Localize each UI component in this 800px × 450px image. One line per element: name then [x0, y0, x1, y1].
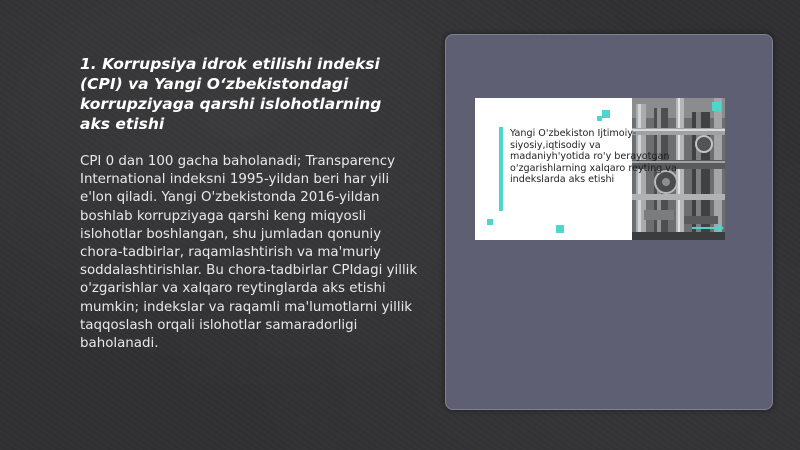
picture-card [475, 98, 725, 240]
accent-square-top-left [602, 110, 610, 118]
slide-body-text: CPI 0 dan 100 gacha baholanadi; Transparency International indeksni 1995-yildan beri har yili e'lon qiladi. Yangi O'zbekistonda 2016-yildan boshlab korrupziyaga qarshi keng miqyosli islohotlar boshlangan, shu jumladan qonuniy chora-tadbirlar, raqamlashtirish va ma'muriy soddalashtirishlar. Bu chora-tadbirlar CPIdagi yillik o'zgarishlar va xalqaro reytinglarda aks etishi mumkin; indekslar va raqamli ma'lumotlarni yillik taqqoslash orqali islohotlar samaradorligi baholanadi. [80, 154, 418, 352]
accent-bar [499, 127, 503, 211]
accent-square-bottom-left [556, 225, 564, 233]
slide-title: 1. Korrupsiya idrok etilishi indeksi (CPI) va Yangi O‘zbekistondagi korrupziyaga qarshi islohotlarning aks etishi [80, 55, 382, 133]
accent-square-top-left-small [597, 116, 602, 121]
accent-square-top-right [712, 102, 721, 111]
accent-square-left-edge [487, 219, 493, 225]
card-caption: Yangi O'zbekiston Ijtimoiy-siyosiy,iqtisodiy va madaniyh'yotida ro'y berayotgan o'zgarishlarning xalqaro reyting va indekslarda aks etishi [510, 128, 677, 186]
